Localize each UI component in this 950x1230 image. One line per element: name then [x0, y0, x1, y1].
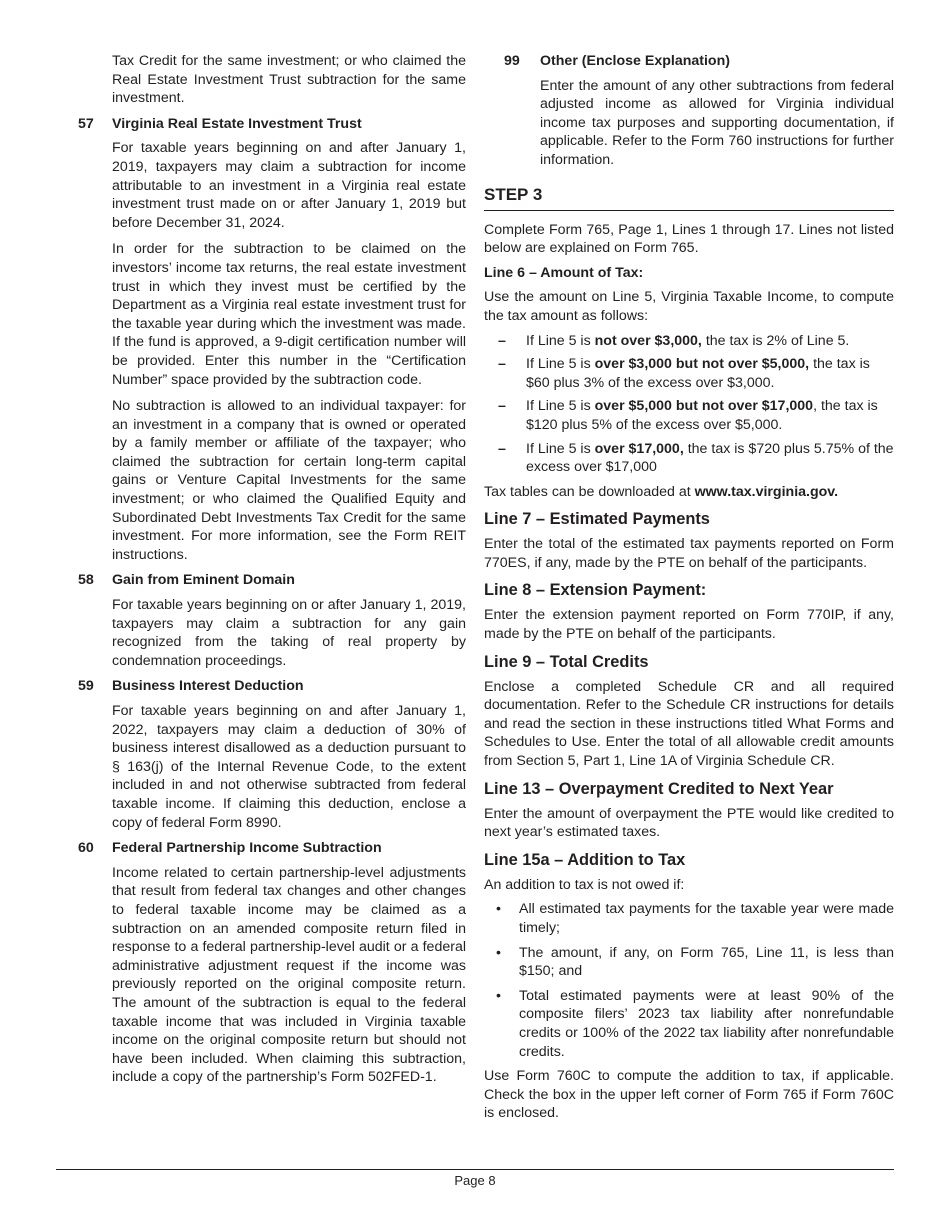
item-paragraph: For taxable years beginning on and after January 1, 2019, taxpayers may claim a subtraction for income attributable to an investment in a Virginia real estate investment trust made on or after January 1, 2019 but before December 31, 2024.	[112, 140, 466, 231]
addition-conditions-list	[484, 900, 894, 1061]
right-column	[484, 52, 894, 1123]
dash-marker: –	[498, 332, 506, 349]
item-heading	[78, 115, 466, 134]
item-number: 99	[504, 53, 520, 69]
tax-tables-note: Tax tables can be downloaded at www.tax.virginia.gov.	[484, 483, 839, 500]
page-number: Page 8	[454, 1173, 496, 1188]
tax-rate-list	[484, 332, 894, 477]
step-3-heading: STEP 3	[484, 184, 894, 211]
bullet-marker: •	[496, 987, 501, 1004]
line-6-intro: Use the amount on Line 5, Virginia Taxable Income, to compute the tax amount as follows:	[484, 289, 894, 324]
item-paragraph: No subtraction is allowed to an individual taxpayer: for an investment in a company that is owned or operated by a family member or affiliate of the taxpayer; who claimed the subtraction for certain long-term capital gains or Venture Capital Investments for the same investment; or who claimed the Qualified Equity and Subordinated Debt Investments Tax Credit for the same investment. For more information, see the Form REIT instructions.	[112, 398, 466, 563]
line-15a-outro: Use Form 760C to compute the addition to tax, if applicable. Check the box in the upper left corner of Form 765 if Form 760C is enclosed.	[484, 1068, 894, 1122]
dash-marker: –	[498, 440, 506, 457]
item-title: Virginia Real Estate Investment Trust	[112, 115, 362, 132]
bullet-marker: •	[496, 901, 501, 918]
item-heading	[484, 52, 894, 71]
item-59	[78, 677, 466, 832]
list-item: – If Line 5 is over $5,000 but not over $17,000, the tax is $120 plus 5% of the excess over $5,000.	[484, 397, 894, 434]
item-number: 58	[78, 572, 94, 589]
item-99	[484, 52, 894, 170]
list-item: • The amount, if any, on Form 765, Line 11, is less than $150; and	[484, 944, 894, 981]
item-paragraph: Enter the amount of any other subtractions from federal adjusted income as allowed for Virginia individual income tax purposes and supporting documentation, if applicable. Refer to the Form 760 instructions for further information.	[540, 77, 894, 168]
item-title: Gain from Eminent Domain	[112, 572, 295, 589]
line-7-heading: Line 7 – Estimated Payments	[484, 510, 710, 529]
item-60	[78, 839, 466, 1087]
item-58	[78, 571, 466, 670]
item-number: 59	[78, 678, 94, 695]
list-item: • All estimated tax payments for the taxable year were made timely;	[484, 900, 894, 937]
list-item: – If Line 5 is over $3,000 but not over $5,000, the tax is $60 plus 3% of the excess over $3,000.	[484, 355, 894, 392]
list-item: • Total estimated payments were at least 90% of the composite filers’ 2023 tax liability after nonrefundable credits or 100% of the 2022 tax liability after nonrefundable credits.	[484, 987, 894, 1061]
left-column	[78, 52, 466, 1087]
tax-website-link[interactable]: www.tax.virginia.gov.	[694, 483, 839, 500]
line-8-heading: Line 8 – Extension Payment:	[484, 581, 707, 600]
footer-divider	[56, 1169, 894, 1170]
item-heading	[78, 571, 466, 590]
item-paragraph: For taxable years beginning on or after January 1, 2019, taxpayers may claim a subtraction for any gain recognized from the taking of real property by condemnation proceedings.	[112, 597, 466, 669]
item-heading	[78, 677, 466, 696]
list-item: – If Line 5 is not over $3,000, the tax is 2% of Line 5.	[484, 332, 894, 351]
item-heading	[78, 839, 466, 858]
list-item: – If Line 5 is over $17,000, the tax is $720 plus 5.75% of the excess over $17,000	[484, 440, 894, 477]
step-3-intro: Complete Form 765, Page 1, Lines 1 through 17. Lines not listed below are explained on Form 765.	[484, 221, 894, 257]
item-paragraph: In order for the subtraction to be claimed on the investors’ income tax returns, the real estate investment trust in which they invest must be certified by the Department as a Virginia real estate investment trust for the taxable year during which the investment was made. If the fund is approved, a 9-digit certification number will be provided. Enter this number in the “Certification Number” space provided by the subtraction code.	[112, 241, 466, 388]
line-6-heading: Line 6 – Amount of Tax:	[484, 264, 644, 281]
item-paragraph: For taxable years beginning on and after January 1, 2022, taxpayers may claim a deduction of 30% of business interest disallowed as a deduction pursuant to § 163(j) of the Internal Revenue Code, to the extent included in and not otherwise subtracted from federal taxable income. If claiming this deduction, enclose a copy of federal Form 8990.	[112, 703, 466, 831]
line-9-text: Enclose a completed Schedule CR and all required documentation. Refer to the Schedule CR instructions for details and read the section in these instructions titled What Forms and Schedules to Use. Enter the total of all allowable credit amounts from Section 5, Part 1, Line 1A of Virginia Schedule CR.	[484, 678, 894, 770]
continued-paragraph	[78, 52, 466, 108]
line-9-heading: Line 9 – Total Credits	[484, 652, 649, 671]
bullet-marker: •	[496, 944, 501, 961]
item-title: Federal Partnership Income Subtraction	[112, 840, 382, 857]
intro-text: Tax Credit for the same investment; or who claimed the Real Estate Investment Trust subtraction for the same investment.	[112, 53, 466, 107]
item-title: Business Interest Deduction	[112, 678, 304, 695]
item-title: Other (Enclose Explanation)	[540, 53, 730, 69]
line-15a-heading: Line 15a – Addition to Tax	[484, 850, 686, 869]
line-8-text: Enter the extension payment reported on Form 770IP, if any, made by the PTE on behalf of the participants.	[484, 607, 894, 643]
dash-marker: –	[498, 398, 506, 415]
item-number: 57	[78, 115, 94, 132]
item-57	[78, 115, 466, 565]
line-7-text: Enter the total of the estimated tax payments reported on Form 770ES, if any, made by the PTE on behalf of the participants.	[484, 536, 894, 571]
line-15a-intro: An addition to tax is not owed if:	[484, 876, 685, 893]
item-number: 60	[78, 840, 94, 857]
line-13-text: Enter the amount of overpayment the PTE would like credited to next year’s estimated taxes.	[484, 805, 894, 841]
item-paragraph: Income related to certain partnership-level adjustments that result from federal tax changes and other changes to federal taxable income may be claimed as a subtraction on an amended composite return filed in response to a federal partnership-level audit or a federal administrative adjustment request if the income was previously reported on the original composite return. The amount of the subtraction is equal to the federal taxable income that was included in Virginia taxable income on the original composite return but should not have been included. When claiming this subtraction, include a copy of the partnership’s Form 502FED-1.	[112, 864, 466, 1086]
dash-marker: –	[498, 356, 506, 373]
line-13-heading: Line 13 – Overpayment Credited to Next Year	[484, 779, 834, 798]
